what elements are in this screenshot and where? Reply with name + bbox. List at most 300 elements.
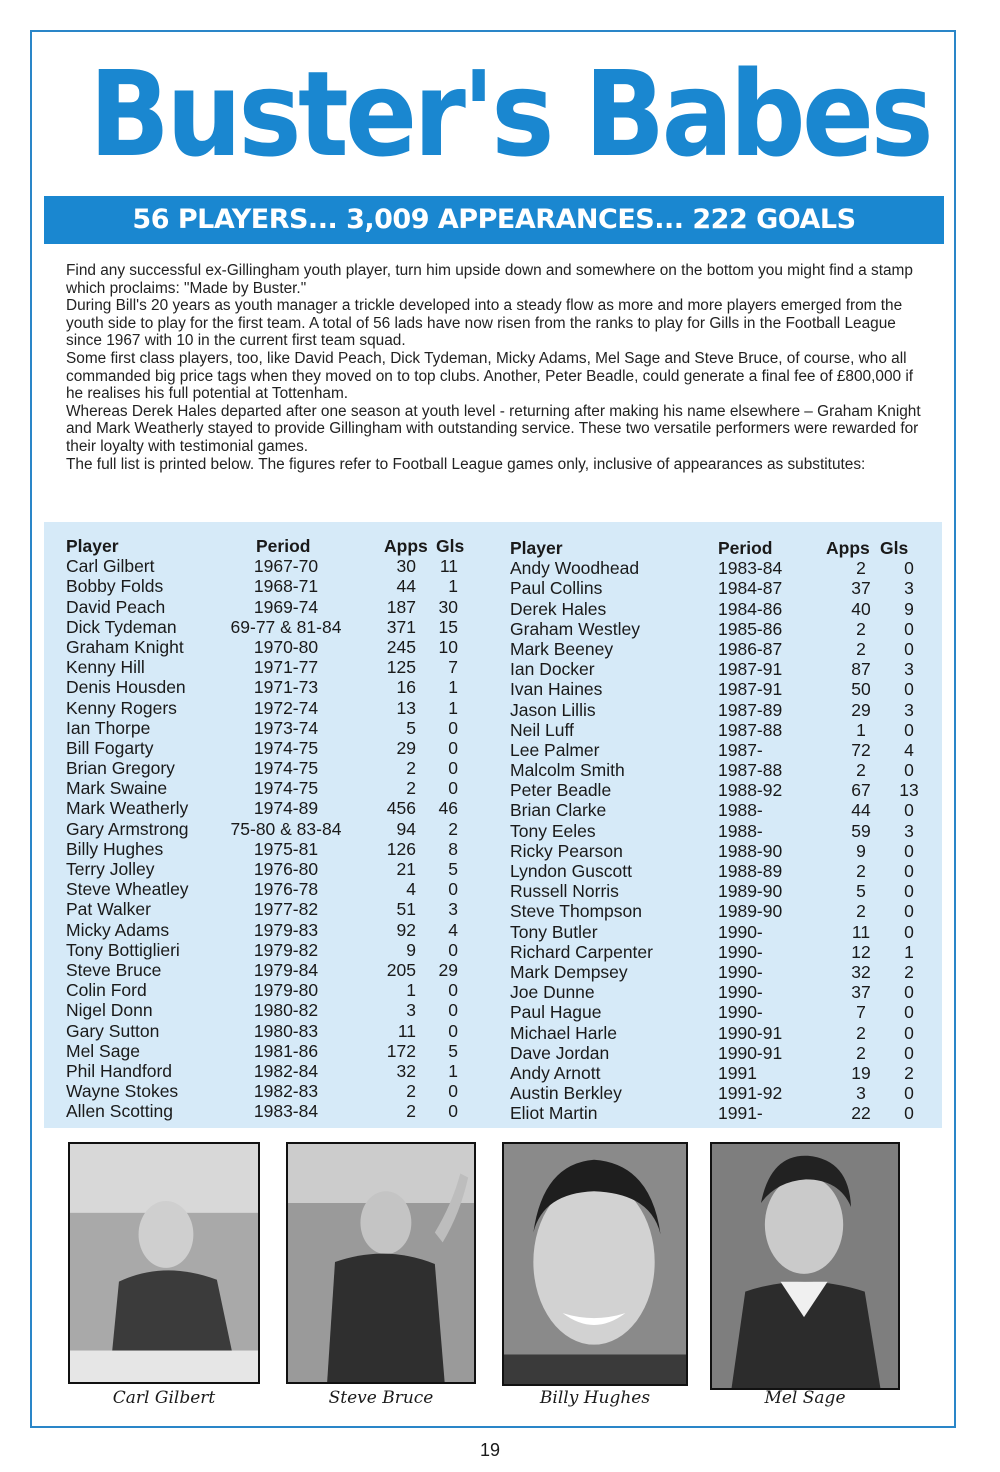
table-row	[66, 879, 466, 899]
table-row	[510, 1002, 924, 1022]
player-name: Phil Handford	[66, 1060, 173, 1081]
player-goals: 1	[448, 576, 458, 597]
player-period: 1983-84	[253, 1101, 319, 1122]
player-goals: 0	[904, 861, 914, 881]
header-period: Period	[256, 536, 311, 556]
player-apps: 94	[396, 818, 416, 839]
player-name: Andy Arnott	[510, 1062, 601, 1083]
player-goals: 8	[448, 838, 458, 859]
photo-caption: Mel Sage	[764, 1388, 846, 1408]
player-period: 1991-	[718, 1103, 763, 1124]
player-apps: 205	[386, 959, 416, 980]
player-name: Derek Hales	[510, 598, 607, 619]
player-goals: 0	[448, 1000, 458, 1021]
player-period: 1969-74	[253, 596, 319, 617]
table-row	[66, 556, 466, 576]
player-apps: 37	[851, 982, 871, 1003]
player-apps: 7	[856, 1002, 866, 1023]
player-goals: 13	[899, 780, 919, 801]
player-goals: 9	[904, 598, 914, 619]
player-name: Bobby Folds	[66, 576, 164, 597]
player-apps: 3	[856, 1083, 866, 1104]
player-name: Peter Beadle	[510, 780, 612, 801]
player-period: 1967-70	[253, 556, 319, 577]
player-apps: 2	[856, 901, 866, 922]
player-apps: 2	[856, 760, 866, 781]
player-name: Nigel Donn	[66, 1000, 153, 1021]
player-name: Billy Hughes	[66, 838, 164, 859]
table-row	[510, 942, 924, 962]
table-row	[66, 940, 466, 960]
player-goals: 0	[448, 1081, 458, 1102]
player-goals: 2	[904, 961, 914, 982]
player-period: 1984-86	[718, 598, 783, 619]
player-name: Mark Beeney	[510, 638, 614, 659]
player-period: 1982-84	[253, 1060, 319, 1081]
table-row	[510, 901, 924, 921]
player-apps: 9	[856, 840, 866, 861]
table-row	[66, 677, 466, 697]
player-apps: 5	[406, 717, 416, 738]
player-apps: 16	[396, 677, 416, 698]
player-period: 1986-87	[718, 638, 783, 659]
table-row	[66, 819, 466, 839]
player-period: 1983-84	[718, 558, 783, 579]
header-player: Player	[510, 538, 563, 558]
player-goals: 5	[448, 859, 458, 879]
intro-paragraph: Find any successful ex-Gillingham youth player, turn him upside down and somewhere on the bottom you might find a stamp which proclaims: "Made by Buster."	[66, 262, 913, 297]
player-photo-image	[288, 1144, 474, 1382]
table-row	[510, 720, 924, 740]
player-name: Pat Walker	[66, 899, 151, 920]
player-name: Brian Clarke	[510, 800, 607, 821]
player-goals: 1	[448, 677, 458, 698]
player-apps: 51	[396, 899, 416, 920]
player-period: 1974-89	[253, 798, 319, 819]
player-apps: 2	[406, 1101, 416, 1122]
player-period: 1968-71	[253, 576, 319, 597]
player-name: Mark Swaine	[66, 778, 168, 799]
player-period: 1988-89	[718, 861, 783, 881]
table-row	[66, 1000, 466, 1020]
player-name: Colin Ford	[66, 980, 147, 1001]
table-row	[510, 821, 924, 841]
player-period: 1973-74	[253, 717, 319, 738]
player-apps: 11	[397, 1020, 416, 1041]
header-gls: Gls	[880, 538, 909, 558]
player-apps: 2	[856, 861, 866, 881]
player-goals: 0	[904, 760, 914, 781]
player-period: 1989-90	[718, 881, 783, 902]
player-name: Richard Carpenter	[510, 941, 653, 962]
photo-caption: Steve Bruce	[328, 1388, 434, 1408]
player-goals: 0	[904, 638, 914, 659]
player-goals: 0	[904, 840, 914, 861]
player-period: 1990-91	[718, 1042, 783, 1063]
player-name: Paul Hague	[510, 1002, 602, 1023]
player-period: 1984-87	[718, 578, 783, 599]
player-name: Paul Collins	[510, 578, 603, 599]
photo-caption: Billy Hughes	[539, 1388, 651, 1408]
player-name: Mel Sage	[66, 1040, 140, 1061]
player-name: Wayne Stokes	[66, 1081, 179, 1102]
table-header-row	[66, 536, 466, 556]
player-goals: 0	[448, 980, 458, 1001]
player-goals: 15	[438, 616, 458, 637]
table-row	[510, 800, 924, 820]
player-apps: 3	[406, 1000, 416, 1021]
intro-paragraph: The full list is printed below. The figures refer to Football League games only, inclusive of appearances as substitutes:	[66, 455, 866, 473]
player-apps: 2	[856, 558, 866, 579]
player-period: 75-80 & 83-84	[230, 818, 342, 839]
table-row	[510, 740, 924, 760]
table-row	[66, 839, 466, 859]
player-apps: 2	[406, 1081, 416, 1102]
table-row	[66, 899, 466, 919]
table-row	[66, 698, 466, 718]
table-row	[510, 599, 924, 619]
player-goals: 3	[904, 699, 914, 720]
table-row	[510, 760, 924, 780]
table-row	[510, 922, 924, 942]
player-period: 1987-91	[718, 659, 783, 680]
table-row	[66, 980, 466, 1000]
player-period: 1991-92	[718, 1083, 783, 1104]
player-period: 1990-91	[718, 1022, 783, 1043]
player-apps: 1	[856, 719, 866, 740]
player-name: Allen Scotting	[66, 1101, 174, 1122]
player-goals: 3	[904, 578, 914, 599]
player-period: 1971-77	[253, 657, 319, 678]
table-row	[66, 718, 466, 738]
header-gls: Gls	[436, 536, 465, 556]
player-apps: 2	[406, 758, 416, 779]
table-row	[66, 1061, 466, 1081]
table-row	[66, 758, 466, 778]
player-name: Andy Woodhead	[510, 558, 640, 579]
player-apps: 30	[396, 556, 416, 577]
players-column-right	[510, 538, 924, 1123]
player-photo-image	[504, 1144, 686, 1384]
player-name: Gary Armstrong	[66, 818, 189, 839]
player-name: Carl Gilbert	[66, 556, 155, 577]
player-period: 1990-	[718, 982, 763, 1003]
player-apps: 172	[386, 1040, 416, 1061]
player-apps: 32	[851, 961, 871, 982]
player-period: 1988-	[718, 800, 763, 821]
player-goals: 1	[904, 941, 914, 962]
player-name: Eliot Martin	[510, 1103, 598, 1124]
table-row	[510, 679, 924, 699]
table-row	[510, 700, 924, 720]
player-goals: 5	[448, 1040, 458, 1061]
player-name: Joe Dunne	[510, 982, 595, 1003]
player-goals: 0	[448, 737, 458, 758]
player-name: Lee Palmer	[510, 739, 600, 760]
player-period: 1979-84	[253, 959, 319, 980]
player-name: Tony Bottiglieri	[66, 939, 180, 960]
header-player: Player	[66, 536, 119, 556]
intro-paragraph: During Bill's 20 years as youth manager a trickle developed into a steady flow as more and more players emerged from the youth side to play for the first team. A total of 56 lads have now risen from the ranks to play for Gills in the Football League since 1967 with 10 in the current first team squad.	[66, 297, 903, 350]
player-name: Ivan Haines	[510, 679, 603, 700]
player-name: Austin Berkley	[510, 1083, 622, 1104]
table-row	[66, 778, 466, 798]
player-apps: 125	[386, 657, 416, 678]
player-goals: 4	[448, 919, 458, 940]
player-apps: 44	[396, 576, 416, 597]
player-period: 1981-86	[253, 1040, 319, 1061]
player-name: Micky Adams	[66, 919, 170, 940]
table-row	[66, 1041, 466, 1061]
header-period: Period	[718, 538, 773, 558]
header-apps: Apps	[384, 536, 428, 556]
player-apps: 2	[856, 1042, 866, 1063]
photo-caption: Carl Gilbert	[112, 1388, 216, 1408]
player-name: Brian Gregory	[66, 758, 175, 779]
player-goals: 0	[904, 1042, 914, 1063]
table-row	[66, 597, 466, 617]
player-apps: 456	[386, 798, 416, 819]
player-period: 1985-86	[718, 618, 783, 639]
table-row	[66, 1101, 466, 1121]
player-goals: 0	[448, 1101, 458, 1122]
table-row	[510, 558, 924, 578]
photo-steve-bruce	[286, 1142, 476, 1384]
table-row	[510, 962, 924, 982]
player-name: Michael Harle	[510, 1022, 617, 1043]
player-apps: 19	[851, 1062, 871, 1083]
player-goals: 4	[904, 739, 914, 760]
player-goals: 3	[904, 659, 914, 680]
player-period: 1987-88	[718, 760, 783, 781]
player-name: Ian Thorpe	[66, 717, 151, 738]
table-row	[510, 780, 924, 800]
table-row	[510, 1043, 924, 1063]
player-period: 1990-	[718, 1002, 763, 1023]
player-period: 1979-83	[253, 919, 319, 940]
player-name: Ricky Pearson	[510, 840, 623, 861]
player-apps: 371	[386, 616, 416, 637]
player-goals: 0	[448, 939, 458, 960]
table-row	[510, 881, 924, 901]
player-period: 1991	[718, 1062, 757, 1083]
table-row	[510, 1103, 924, 1123]
player-goals: 30	[438, 596, 458, 617]
player-goals: 1	[448, 697, 458, 718]
players-column-left	[66, 536, 466, 1121]
player-goals: 0	[904, 1103, 914, 1124]
player-apps: 22	[851, 1103, 871, 1124]
table-row	[66, 738, 466, 758]
player-goals: 0	[448, 1020, 458, 1041]
player-goals: 0	[904, 1002, 914, 1023]
player-goals: 0	[448, 778, 458, 799]
player-apps: 2	[856, 638, 866, 659]
table-row	[510, 841, 924, 861]
player-name: Graham Knight	[66, 636, 184, 657]
player-name: Ian Docker	[510, 659, 595, 680]
player-name: Tony Eeles	[510, 820, 596, 841]
player-period: 1987-91	[718, 679, 783, 700]
player-name: Kenny Hill	[66, 657, 145, 678]
player-name: Gary Sutton	[66, 1020, 160, 1041]
player-goals: 0	[448, 758, 458, 779]
intro-paragraph: Some first class players, too, like David Peach, Dick Tydeman, Micky Adams, Mel Sage and Steve Bruce, of course, who all commanded big price tags when they moved on to top clubs. Another, Peter Beadle, could generate a final fee of £800,000 if he realises his full potential at Tottenham.	[66, 349, 914, 403]
table-row	[66, 657, 466, 677]
player-apps: 40	[851, 598, 871, 619]
table-row	[66, 1021, 466, 1041]
player-apps: 12	[851, 941, 871, 962]
players-table	[44, 522, 942, 1128]
player-period: 1977-82	[253, 899, 319, 920]
player-name: Lyndon Guscott	[510, 861, 632, 881]
player-goals: 7	[448, 657, 458, 678]
player-name: Russell Norris	[510, 881, 619, 902]
table-header-row	[510, 538, 924, 558]
player-goals: 0	[904, 1083, 914, 1104]
player-goals: 46	[438, 798, 458, 819]
player-period: 1974-75	[253, 778, 319, 799]
player-apps: 5	[856, 881, 866, 902]
player-period: 1988-90	[718, 840, 783, 861]
player-apps: 2	[856, 1022, 866, 1043]
player-period: 69-77 & 81-84	[230, 616, 342, 637]
player-apps: 72	[851, 739, 871, 760]
table-row	[510, 578, 924, 598]
table-row	[66, 859, 466, 879]
player-goals: 0	[904, 679, 914, 700]
player-name: Jason Lillis	[510, 699, 596, 720]
player-apps: 29	[851, 699, 871, 720]
player-apps: 4	[406, 879, 416, 900]
table-row	[510, 619, 924, 639]
player-goals: 0	[448, 879, 458, 900]
intro-text	[66, 262, 928, 473]
player-apps: 59	[851, 820, 871, 841]
player-goals: 0	[904, 618, 914, 639]
table-row	[510, 1023, 924, 1043]
player-apps: 32	[396, 1060, 416, 1081]
player-apps: 1	[406, 980, 416, 1001]
player-name: Mark Weatherly	[66, 798, 189, 819]
player-goals: 10	[438, 636, 458, 657]
table-row	[66, 798, 466, 818]
player-apps: 13	[396, 697, 416, 718]
player-name: Terry Jolley	[66, 859, 155, 879]
player-period: 1970-80	[253, 636, 319, 657]
table-row	[510, 982, 924, 1002]
player-apps: 2	[856, 618, 866, 639]
player-apps: 92	[396, 919, 416, 940]
player-goals: 0	[448, 717, 458, 738]
player-name: Neil Luff	[510, 719, 574, 740]
photo-billy-hughes	[502, 1142, 688, 1386]
page-title: Buster's Babes	[89, 45, 931, 183]
player-period: 1990-	[718, 921, 763, 942]
player-name: David Peach	[66, 596, 166, 617]
table-row	[510, 659, 924, 679]
table-row	[66, 576, 466, 596]
player-apps: 21	[396, 859, 416, 879]
player-period: 1976-80	[253, 859, 319, 879]
player-period: 1980-82	[253, 1000, 319, 1021]
table-row	[510, 1063, 924, 1083]
player-apps: 37	[851, 578, 871, 599]
player-period: 1976-78	[253, 879, 319, 900]
player-period: 1971-73	[253, 677, 319, 698]
player-name: Kenny Rogers	[66, 697, 177, 718]
player-goals: 0	[904, 558, 914, 579]
player-period: 1979-82	[253, 939, 319, 960]
photo-mel-sage	[710, 1142, 900, 1390]
player-apps: 126	[386, 838, 416, 859]
player-period: 1980-83	[253, 1020, 319, 1041]
player-name: Steve Bruce	[66, 959, 162, 980]
player-period: 1975-81	[253, 838, 319, 859]
player-apps: 2	[406, 778, 416, 799]
player-photo-image	[712, 1144, 898, 1388]
player-goals: 0	[904, 1022, 914, 1043]
player-apps: 87	[851, 659, 871, 680]
player-period: 1987-89	[718, 699, 783, 720]
table-row	[66, 920, 466, 940]
player-apps: 11	[851, 921, 871, 942]
table-row	[510, 1083, 924, 1103]
player-apps: 44	[851, 800, 871, 821]
table-row	[510, 861, 924, 881]
player-period: 1974-75	[253, 758, 319, 779]
player-period: 1987-88	[718, 719, 783, 740]
player-name: Dave Jordan	[510, 1042, 610, 1063]
table-row	[66, 960, 466, 980]
header-apps: Apps	[826, 538, 870, 558]
player-name: Tony Butler	[510, 921, 598, 942]
player-goals: 0	[904, 982, 914, 1003]
player-period: 1990-	[718, 961, 763, 982]
player-period: 1972-74	[253, 697, 319, 718]
player-goals: 29	[438, 959, 458, 980]
player-photo-image	[70, 1144, 258, 1382]
page-number: 19	[479, 1440, 501, 1460]
player-name: Graham Westley	[510, 618, 640, 639]
table-row	[510, 639, 924, 659]
player-goals: 0	[904, 881, 914, 902]
player-apps: 29	[396, 737, 416, 758]
player-name: Dick Tydeman	[66, 616, 177, 637]
headline-banner: 56 PLAYERS... 3,009 APPEARANCES... 222 GOALS	[44, 196, 944, 244]
intro-paragraph: Whereas Derek Hales departed after one season at youth level - returning after making his name elsewhere – Graham Knight and Mark Weatherly stayed to provide Gillingham with outstanding service. These two versatile performers were rewarded for their loyalty with testimonial games.	[66, 402, 921, 455]
player-goals: 0	[904, 901, 914, 922]
player-goals: 3	[448, 899, 458, 920]
player-period: 1989-90	[718, 901, 783, 922]
table-row	[66, 637, 466, 657]
player-goals: 0	[904, 719, 914, 740]
photo-carl-gilbert	[68, 1142, 260, 1384]
player-apps: 67	[851, 780, 871, 801]
player-goals: 0	[904, 800, 914, 821]
table-row	[66, 1081, 466, 1101]
player-period: 1979-80	[253, 980, 319, 1001]
player-name: Steve Thompson	[510, 901, 642, 922]
player-name: Bill Fogarty	[66, 737, 154, 758]
table-row	[66, 617, 466, 637]
player-apps: 187	[386, 596, 416, 617]
player-period: 1988-92	[718, 780, 783, 801]
player-goals: 3	[904, 820, 914, 841]
player-name: Mark Dempsey	[510, 961, 628, 982]
player-period: 1987-	[718, 739, 763, 760]
player-goals: 0	[904, 921, 914, 942]
